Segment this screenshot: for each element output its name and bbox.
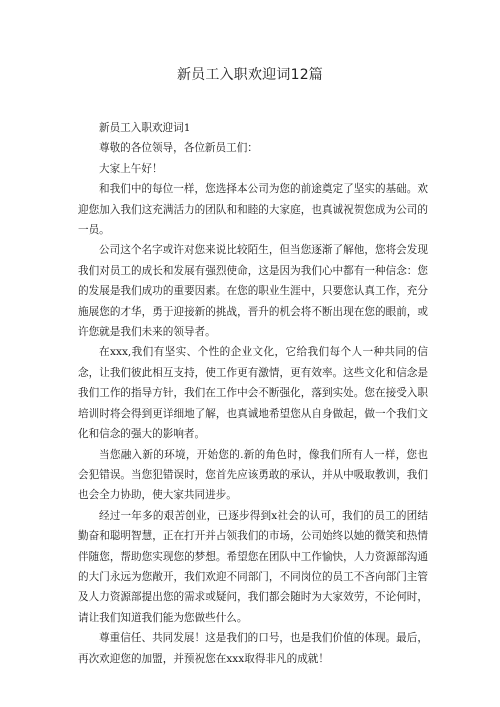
salutation: 尊敬的各位领导，各位新员工们：: [99, 142, 258, 155]
document-body: [78, 118, 428, 669]
body-paragraph: 经过一年多的艰苦创业，已逐步得到x社会的认可，我们的员工的团结勤奋和聪明智慧，正在打开并占领我们的市场，公司始终以她的微笑和热情伴随您，帮助您实现您的梦想。希望您在团队中工作愉快，人力资源部沟通的大门永远为您敞开，我们欢迎不同部门，不同岗位的员工不吝向部门主管及人力资源部提出您的需求或疑问，我们都会随时为大家效劳，不论何时，请让我们知道我们能为您做些什么。: [78, 509, 428, 624]
body-paragraph: 公司这个名字或许对您来说比较陌生，但当您逐渐了解他，您将会发现我们对员工的成长和发展有强烈使命，这是因为我们心中都有一种信念：您的发展是我们成功的重要因素。在您的职业生涯中，只要您认真工作，充分施展您的才华，勇于迎接新的挑战，晋升的机会将不断出现在您的眼前，或许您就是我们未来的领导者。: [78, 244, 428, 339]
section-heading: 新员工入职欢迎词1: [99, 122, 191, 134]
body-paragraph: 和我们中的每位一样，您选择本公司为您的前途奠定了坚实的基础。欢迎您加入我们这充满活力的团队和和睦的大家庭，也真诚祝贺您成为公司的一员。: [78, 183, 428, 237]
closing-paragraph: 尊重信任、共同发展！这是我们的口号，也是我们价值的体现。最后，再次欢迎您的加盟，并预祝您在xxx取得非凡的成就！: [78, 632, 428, 665]
body-paragraph: 当您融入新的环境，开始您的.新的角色时，像我们所有人一样，您也会犯错误。当您犯错误时，您首先应该勇敢的承认，并从中吸取教训，我们也会全力协助，使大家共同进步。: [78, 448, 428, 502]
body-paragraph: 在xxx,我们有坚实、个性的企业文化，它给我们每个人一种共同的信念，让我们彼此相互支持，使工作更有激情，更有效率。这些文化和信念是我们工作的指导方针，我们在工作中会不断强化，落到实处。您在接受入职培训时将会得到更详细地了解，也真诚地希望您从自身做起，做一个我们文化和信念的强大的影响者。: [78, 346, 428, 441]
document-title: 新员工入职欢迎词12篇: [176, 67, 323, 83]
greeting: 大家上午好！: [99, 162, 163, 175]
